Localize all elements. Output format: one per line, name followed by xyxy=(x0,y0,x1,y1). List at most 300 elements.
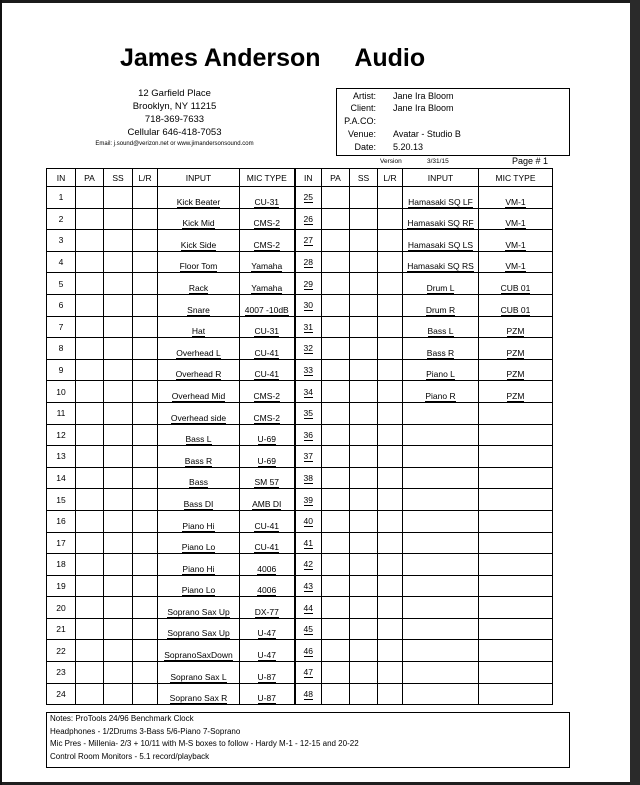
input-name-cell[interactable] xyxy=(403,402,479,424)
ss-cell[interactable] xyxy=(350,618,378,640)
lr-cell[interactable] xyxy=(133,424,158,446)
ss-cell[interactable] xyxy=(104,402,133,424)
lr-cell[interactable] xyxy=(378,662,403,684)
pa-cell[interactable] xyxy=(322,424,350,446)
pa-cell[interactable] xyxy=(322,662,350,684)
input-number-cell[interactable]: 6 xyxy=(47,294,76,316)
input-number-cell[interactable]: 15 xyxy=(47,489,76,511)
input-number-cell[interactable]: 17 xyxy=(47,532,76,554)
ss-cell[interactable] xyxy=(104,424,133,446)
lr-cell[interactable] xyxy=(133,251,158,273)
input-number-cell[interactable]: 22 xyxy=(47,640,76,662)
lr-cell[interactable] xyxy=(133,662,158,684)
input-number-cell[interactable] xyxy=(295,597,322,619)
input-number-cell[interactable]: 8 xyxy=(47,338,76,360)
pa-cell[interactable] xyxy=(322,532,350,554)
mic-type-cell[interactable] xyxy=(479,467,553,489)
pa-cell[interactable] xyxy=(76,230,104,252)
lr-cell[interactable] xyxy=(378,467,403,489)
ss-cell[interactable] xyxy=(350,640,378,662)
mic-type-cell[interactable] xyxy=(479,683,553,705)
input-name-cell[interactable] xyxy=(158,640,240,662)
pa-cell[interactable] xyxy=(76,273,104,295)
pa-cell[interactable] xyxy=(322,554,350,576)
lr-cell[interactable] xyxy=(378,316,403,338)
input-name-cell[interactable] xyxy=(158,532,240,554)
mic-type-cell[interactable] xyxy=(479,640,553,662)
lr-cell[interactable] xyxy=(133,316,158,338)
input-name-cell[interactable] xyxy=(158,554,240,576)
input-number-cell[interactable]: 19 xyxy=(47,575,76,597)
input-name-cell[interactable] xyxy=(403,273,479,295)
pa-cell[interactable] xyxy=(322,683,350,705)
lr-cell[interactable] xyxy=(378,402,403,424)
input-number-cell[interactable] xyxy=(295,338,322,360)
cell-text: Overhead L xyxy=(176,347,221,358)
input-number-cell[interactable] xyxy=(295,489,322,511)
mic-type-cell[interactable] xyxy=(479,446,553,468)
venue-row xyxy=(337,129,569,140)
pa-cell[interactable] xyxy=(322,640,350,662)
input-name-cell[interactable] xyxy=(403,510,479,532)
input-number-cell[interactable] xyxy=(295,532,322,554)
pa-cell[interactable] xyxy=(76,597,104,619)
ss-cell[interactable] xyxy=(350,597,378,619)
mic-type-cell[interactable] xyxy=(479,359,553,381)
mic-type-cell[interactable] xyxy=(240,575,295,597)
mic-type-cell[interactable] xyxy=(240,640,295,662)
lr-cell[interactable] xyxy=(378,273,403,295)
mic-type-cell[interactable] xyxy=(240,618,295,640)
column-header: INPUT xyxy=(158,169,240,187)
pa-cell[interactable] xyxy=(76,662,104,684)
lr-cell[interactable] xyxy=(133,597,158,619)
ss-cell[interactable] xyxy=(104,662,133,684)
cell-text: 25 xyxy=(303,192,313,203)
lr-cell[interactable] xyxy=(133,640,158,662)
pa-cell[interactable] xyxy=(322,446,350,468)
mic-type-cell[interactable] xyxy=(479,230,553,252)
input-number-cell[interactable] xyxy=(295,554,322,576)
cell-text: U-87 xyxy=(257,671,276,682)
mic-type-cell[interactable] xyxy=(479,489,553,511)
ss-cell[interactable] xyxy=(104,597,133,619)
input-number-cell[interactable] xyxy=(295,208,322,230)
input-number-cell[interactable]: 16 xyxy=(47,510,76,532)
mic-type-cell[interactable] xyxy=(479,251,553,273)
input-name-cell[interactable] xyxy=(403,597,479,619)
mic-type-cell[interactable] xyxy=(240,662,295,684)
ss-cell[interactable] xyxy=(104,251,133,273)
lr-cell[interactable] xyxy=(133,402,158,424)
ss-cell[interactable] xyxy=(350,510,378,532)
input-number-cell[interactable]: 18 xyxy=(47,554,76,576)
input-number-cell[interactable]: 1 xyxy=(47,187,76,209)
ss-cell[interactable] xyxy=(104,338,133,360)
input-name-cell[interactable] xyxy=(403,662,479,684)
mic-type-cell[interactable] xyxy=(240,446,295,468)
input-number-cell[interactable]: 24 xyxy=(47,683,76,705)
table-row xyxy=(47,230,553,252)
lr-cell[interactable] xyxy=(378,424,403,446)
mic-type-cell[interactable] xyxy=(240,187,295,209)
mic-type-cell[interactable] xyxy=(240,316,295,338)
ss-cell[interactable] xyxy=(104,208,133,230)
pa-cell[interactable] xyxy=(76,510,104,532)
pa-cell[interactable] xyxy=(322,294,350,316)
pa-cell[interactable] xyxy=(322,208,350,230)
mic-type-cell[interactable] xyxy=(240,230,295,252)
pa-cell[interactable] xyxy=(76,683,104,705)
pa-cell[interactable] xyxy=(76,489,104,511)
input-number-cell[interactable]: 9 xyxy=(47,359,76,381)
input-number-cell[interactable]: 11 xyxy=(47,402,76,424)
input-name-cell[interactable] xyxy=(403,446,479,468)
input-name-cell[interactable] xyxy=(158,359,240,381)
ss-cell[interactable] xyxy=(350,402,378,424)
pa-cell[interactable] xyxy=(76,554,104,576)
lr-cell[interactable] xyxy=(378,338,403,360)
input-number-cell[interactable] xyxy=(295,424,322,446)
input-name-cell[interactable] xyxy=(403,640,479,662)
input-name-cell[interactable] xyxy=(158,424,240,446)
pa-cell[interactable] xyxy=(76,294,104,316)
mic-type-cell[interactable] xyxy=(240,208,295,230)
pa-cell[interactable] xyxy=(322,187,350,209)
input-number-cell[interactable] xyxy=(295,359,322,381)
pa-cell[interactable] xyxy=(76,532,104,554)
pa-cell[interactable] xyxy=(322,230,350,252)
pa-cell[interactable] xyxy=(322,251,350,273)
pa-cell[interactable] xyxy=(76,467,104,489)
ss-cell[interactable] xyxy=(104,230,133,252)
pa-cell[interactable] xyxy=(76,251,104,273)
mic-type-cell[interactable] xyxy=(240,381,295,403)
input-number-cell[interactable]: 20 xyxy=(47,597,76,619)
input-number-cell[interactable]: 2 xyxy=(47,208,76,230)
ss-cell[interactable] xyxy=(350,467,378,489)
lr-cell[interactable] xyxy=(378,230,403,252)
input-name-cell[interactable] xyxy=(403,381,479,403)
pa-cell[interactable] xyxy=(322,575,350,597)
pa-cell[interactable] xyxy=(76,316,104,338)
input-number-cell[interactable]: 5 xyxy=(47,273,76,295)
mic-type-cell[interactable] xyxy=(479,187,553,209)
lr-cell[interactable] xyxy=(378,187,403,209)
input-name-cell[interactable] xyxy=(403,187,479,209)
lr-cell[interactable] xyxy=(378,359,403,381)
ss-cell[interactable] xyxy=(350,424,378,446)
table-row xyxy=(47,187,553,209)
input-name-cell[interactable] xyxy=(158,338,240,360)
mic-type-cell[interactable] xyxy=(479,294,553,316)
mic-type-cell[interactable] xyxy=(479,510,553,532)
input-number-cell[interactable]: 23 xyxy=(47,662,76,684)
pa-cell[interactable] xyxy=(322,597,350,619)
input-name-cell[interactable] xyxy=(158,208,240,230)
mic-type-cell[interactable] xyxy=(479,575,553,597)
input-name-cell[interactable] xyxy=(403,316,479,338)
pa-cell[interactable] xyxy=(322,467,350,489)
lr-cell[interactable] xyxy=(133,532,158,554)
ss-cell[interactable] xyxy=(104,618,133,640)
input-name-cell[interactable] xyxy=(403,554,479,576)
ss-cell[interactable] xyxy=(350,532,378,554)
mic-type-cell[interactable] xyxy=(479,273,553,295)
input-name-cell[interactable] xyxy=(403,294,479,316)
input-number-cell[interactable] xyxy=(295,273,322,295)
pa-cell[interactable] xyxy=(322,338,350,360)
pa-cell[interactable] xyxy=(76,187,104,209)
pa-cell[interactable] xyxy=(322,273,350,295)
mic-type-cell[interactable] xyxy=(479,208,553,230)
cell-text: Hamasaki SQ LF xyxy=(408,196,473,207)
ss-cell[interactable] xyxy=(104,381,133,403)
lr-cell[interactable] xyxy=(133,683,158,705)
mic-type-cell[interactable] xyxy=(240,294,295,316)
ss-cell[interactable] xyxy=(104,187,133,209)
input-number-cell[interactable] xyxy=(295,683,322,705)
mic-type-cell[interactable] xyxy=(240,402,295,424)
pa-cell[interactable] xyxy=(322,402,350,424)
ss-cell[interactable] xyxy=(350,230,378,252)
lr-cell[interactable] xyxy=(378,532,403,554)
lr-cell[interactable] xyxy=(133,359,158,381)
pa-cell[interactable] xyxy=(322,381,350,403)
cell-text: 29 xyxy=(303,278,313,289)
mic-type-cell[interactable] xyxy=(479,597,553,619)
input-name-cell[interactable] xyxy=(403,359,479,381)
input-number-cell[interactable]: 10 xyxy=(47,381,76,403)
pa-cell[interactable] xyxy=(322,316,350,338)
input-number-cell[interactable] xyxy=(295,640,322,662)
lr-cell[interactable] xyxy=(378,251,403,273)
lr-cell[interactable] xyxy=(378,618,403,640)
lr-cell[interactable] xyxy=(133,273,158,295)
input-name-cell[interactable] xyxy=(403,338,479,360)
ss-cell[interactable] xyxy=(104,359,133,381)
input-name-cell[interactable] xyxy=(403,618,479,640)
mic-type-cell[interactable] xyxy=(240,424,295,446)
input-name-cell[interactable] xyxy=(403,532,479,554)
lr-cell[interactable] xyxy=(133,294,158,316)
ss-cell[interactable] xyxy=(350,338,378,360)
ss-cell[interactable] xyxy=(104,554,133,576)
ss-cell[interactable] xyxy=(104,640,133,662)
lr-cell[interactable] xyxy=(378,575,403,597)
lr-cell[interactable] xyxy=(378,381,403,403)
lr-cell[interactable] xyxy=(378,294,403,316)
input-name-cell[interactable] xyxy=(158,381,240,403)
ss-cell[interactable] xyxy=(350,273,378,295)
input-name-cell[interactable] xyxy=(158,597,240,619)
pa-cell[interactable] xyxy=(322,618,350,640)
ss-cell[interactable] xyxy=(350,294,378,316)
input-number-cell[interactable] xyxy=(295,618,322,640)
mic-type-cell[interactable] xyxy=(479,532,553,554)
input-name-cell[interactable] xyxy=(158,251,240,273)
mic-type-cell[interactable] xyxy=(240,597,295,619)
mic-type-cell[interactable] xyxy=(479,618,553,640)
ss-cell[interactable] xyxy=(104,510,133,532)
input-name-cell[interactable] xyxy=(403,575,479,597)
input-number-cell[interactable] xyxy=(295,662,322,684)
mic-type-cell[interactable] xyxy=(479,554,553,576)
lr-cell[interactable] xyxy=(133,554,158,576)
mic-type-cell[interactable] xyxy=(240,510,295,532)
input-number-cell[interactable] xyxy=(295,230,322,252)
pa-cell[interactable] xyxy=(76,424,104,446)
lr-cell[interactable] xyxy=(133,187,158,209)
pa-cell[interactable] xyxy=(76,208,104,230)
input-name-cell[interactable] xyxy=(158,187,240,209)
ss-cell[interactable] xyxy=(104,489,133,511)
input-name-cell[interactable] xyxy=(403,230,479,252)
input-number-cell[interactable]: 13 xyxy=(47,446,76,468)
input-number-cell[interactable]: 4 xyxy=(47,251,76,273)
input-name-cell[interactable] xyxy=(158,316,240,338)
input-number-cell[interactable]: 21 xyxy=(47,618,76,640)
pa-cell[interactable] xyxy=(76,359,104,381)
input-number-cell[interactable] xyxy=(295,402,322,424)
lr-cell[interactable] xyxy=(133,446,158,468)
pa-cell[interactable] xyxy=(76,446,104,468)
mic-type-cell[interactable] xyxy=(240,489,295,511)
ss-cell[interactable] xyxy=(350,554,378,576)
lr-cell[interactable] xyxy=(133,467,158,489)
mic-type-cell[interactable] xyxy=(240,683,295,705)
ss-cell[interactable] xyxy=(104,467,133,489)
lr-cell[interactable] xyxy=(378,640,403,662)
input-number-cell[interactable] xyxy=(295,187,322,209)
ss-cell[interactable] xyxy=(350,446,378,468)
notes-line: Headphones - 1/2Drums 3-Bass 5/6-Piano 7-Soprano xyxy=(50,726,241,736)
pa-cell[interactable] xyxy=(76,618,104,640)
input-name-cell[interactable] xyxy=(158,510,240,532)
lr-cell[interactable] xyxy=(378,554,403,576)
input-name-cell[interactable] xyxy=(158,662,240,684)
input-name-cell[interactable] xyxy=(158,230,240,252)
input-number-cell[interactable]: 3 xyxy=(47,230,76,252)
lr-cell[interactable] xyxy=(133,208,158,230)
pa-cell[interactable] xyxy=(76,338,104,360)
ss-cell[interactable] xyxy=(350,575,378,597)
input-number-cell[interactable] xyxy=(295,316,322,338)
input-number-cell[interactable] xyxy=(295,575,322,597)
cell-text: U-69 xyxy=(257,455,276,466)
input-name-cell[interactable] xyxy=(158,467,240,489)
input-number-cell[interactable] xyxy=(295,381,322,403)
pa-cell[interactable] xyxy=(76,402,104,424)
mic-type-cell[interactable] xyxy=(240,532,295,554)
input-number-cell[interactable] xyxy=(295,294,322,316)
mic-type-cell[interactable] xyxy=(240,467,295,489)
pa-cell[interactable] xyxy=(76,575,104,597)
input-name-cell[interactable] xyxy=(158,683,240,705)
lr-cell[interactable] xyxy=(378,597,403,619)
input-number-cell[interactable] xyxy=(295,446,322,468)
input-name-cell[interactable] xyxy=(403,467,479,489)
input-name-cell[interactable] xyxy=(403,424,479,446)
ss-cell[interactable] xyxy=(350,208,378,230)
pa-cell[interactable] xyxy=(322,489,350,511)
mic-type-cell[interactable] xyxy=(479,316,553,338)
mic-type-cell[interactable] xyxy=(479,338,553,360)
ss-cell[interactable] xyxy=(350,187,378,209)
input-number-cell[interactable] xyxy=(295,251,322,273)
mic-type-cell[interactable] xyxy=(240,554,295,576)
ss-cell[interactable] xyxy=(350,316,378,338)
input-name-cell[interactable] xyxy=(158,402,240,424)
ss-cell[interactable] xyxy=(350,489,378,511)
lr-cell[interactable] xyxy=(133,510,158,532)
input-number-cell[interactable]: 14 xyxy=(47,467,76,489)
input-name-cell[interactable] xyxy=(403,208,479,230)
lr-cell[interactable] xyxy=(378,683,403,705)
input-name-cell[interactable] xyxy=(158,618,240,640)
mic-type-cell[interactable] xyxy=(479,402,553,424)
lr-cell[interactable] xyxy=(133,381,158,403)
pa-cell[interactable] xyxy=(76,381,104,403)
mic-type-cell[interactable] xyxy=(240,338,295,360)
input-name-cell[interactable] xyxy=(158,273,240,295)
input-name-cell[interactable] xyxy=(158,294,240,316)
lr-cell[interactable] xyxy=(378,489,403,511)
mic-type-cell[interactable] xyxy=(240,273,295,295)
input-name-cell[interactable] xyxy=(158,575,240,597)
ss-cell[interactable] xyxy=(350,683,378,705)
ss-cell[interactable] xyxy=(350,662,378,684)
ss-cell[interactable] xyxy=(350,359,378,381)
pa-cell[interactable] xyxy=(76,640,104,662)
ss-cell[interactable] xyxy=(104,532,133,554)
pa-cell[interactable] xyxy=(322,359,350,381)
mic-type-cell[interactable] xyxy=(479,662,553,684)
ss-cell[interactable] xyxy=(350,381,378,403)
pa-cell[interactable] xyxy=(322,510,350,532)
input-name-cell[interactable] xyxy=(403,683,479,705)
input-number-cell[interactable]: 7 xyxy=(47,316,76,338)
input-name-cell[interactable] xyxy=(158,446,240,468)
input-name-cell[interactable] xyxy=(403,251,479,273)
ss-cell[interactable] xyxy=(104,575,133,597)
lr-cell[interactable] xyxy=(133,618,158,640)
mic-type-cell[interactable] xyxy=(479,424,553,446)
cell-text: Piano Hi xyxy=(182,563,215,574)
ss-cell[interactable] xyxy=(104,273,133,295)
lr-cell[interactable] xyxy=(378,208,403,230)
lr-cell[interactable] xyxy=(133,489,158,511)
input-number-cell[interactable]: 12 xyxy=(47,424,76,446)
lr-cell[interactable] xyxy=(378,510,403,532)
mic-type-cell[interactable] xyxy=(240,251,295,273)
input-name-cell[interactable] xyxy=(403,489,479,511)
ss-cell[interactable] xyxy=(104,683,133,705)
lr-cell[interactable] xyxy=(378,446,403,468)
lr-cell[interactable] xyxy=(133,338,158,360)
ss-cell[interactable] xyxy=(350,251,378,273)
ss-cell[interactable] xyxy=(104,446,133,468)
ss-cell[interactable] xyxy=(104,294,133,316)
lr-cell[interactable] xyxy=(133,575,158,597)
ss-cell[interactable] xyxy=(104,316,133,338)
mic-type-cell[interactable] xyxy=(479,381,553,403)
mic-type-cell[interactable] xyxy=(240,359,295,381)
input-number-cell[interactable] xyxy=(295,510,322,532)
input-name-cell[interactable] xyxy=(158,489,240,511)
input-number-cell[interactable] xyxy=(295,467,322,489)
lr-cell[interactable] xyxy=(133,230,158,252)
